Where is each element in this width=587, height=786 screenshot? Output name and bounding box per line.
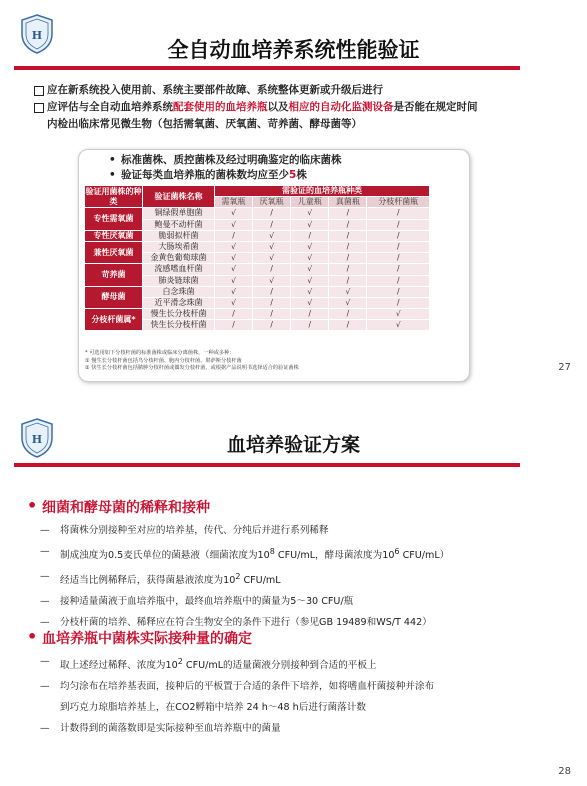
mark-cell: / [291, 230, 329, 241]
page-title: 全自动血培养系统性能验证 [167, 38, 420, 62]
mark-cell: / [367, 253, 430, 264]
item-text: 计数得到的菌落数即是实际接种至血培养瓶中的菌量 [60, 723, 281, 735]
superscript: 6 [394, 547, 400, 556]
mark-cell: √ [253, 275, 291, 286]
item-text: 接种适量菌液于血培养瓶中，最终血培养瓶中的菌量为5～30 CFU/瓶 [60, 596, 354, 608]
item-text: 均匀涂布在培养基表面，接种后的平板置于合适的条件下培养，如将嗜血杆菌接种并涂布 [60, 681, 435, 693]
panel-bullet-item [109, 153, 342, 168]
mark-cell: / [367, 286, 430, 297]
table-panel [78, 149, 470, 382]
mark-cell: / [253, 208, 291, 219]
superscript: 2 [177, 657, 183, 666]
mark-cell: / [367, 219, 430, 230]
mark-cell: √ [291, 264, 329, 275]
bullet-text: 应在新系统投入使用前、系统主要部件故障、系统整体更新或升级后进行 [47, 84, 383, 96]
item-text: 经适当比例稀释后，获得菌悬液浓度为10 [60, 575, 236, 587]
panel-bullets [109, 153, 342, 183]
organism-cell: 大肠埃希菌 [143, 241, 215, 252]
mark-cell: √ [215, 297, 253, 308]
mark-cell: / [329, 264, 367, 275]
mark-cell: / [367, 230, 430, 241]
organism-cell: 慢生长分枝杆菌 [143, 309, 215, 320]
mark-cell: / [291, 309, 329, 320]
category-cell: 分枝杆菌属* [85, 309, 143, 331]
mark-cell: / [215, 309, 253, 320]
mark-cell: / [329, 309, 367, 320]
header-bottle: 儿童瓶 [291, 197, 329, 208]
mark-cell: √ [253, 230, 291, 241]
mark-cell: √ [291, 275, 329, 286]
table-row [85, 264, 430, 275]
header-strain-name: 验证菌株名称 [143, 186, 215, 208]
mark-cell: √ [215, 253, 253, 264]
table-row [85, 208, 430, 219]
page-title: 血培养验证方案 [226, 434, 360, 456]
superscript: 2 [235, 572, 241, 582]
mark-cell: √ [291, 297, 329, 308]
mark-cell: √ [215, 264, 253, 275]
mark-cell: / [291, 320, 329, 331]
organism-cell: 铜绿假单胞菌 [143, 208, 215, 219]
highlight-text: 配套使用的血培养瓶 [173, 101, 268, 113]
slide-28 [0, 393, 587, 786]
bullet-text: 标准菌株、质控菌株及经过明确鉴定的临床菌株 [121, 154, 342, 166]
page-number: 27 [558, 362, 571, 373]
panel-bullet-item [109, 168, 342, 183]
bullet-text: 验证每类血培养瓶的菌株数均应至少 [121, 169, 289, 181]
item-text: 制成浊度为0.5麦氏单位的菌悬液（细菌浓度为10 [60, 550, 270, 562]
item-text: CFU/mL [240, 575, 281, 587]
mark-cell: √ [367, 320, 430, 331]
mark-cell: √ [215, 241, 253, 252]
list-item [40, 651, 520, 676]
list-item [40, 676, 520, 697]
superscript: 8 [269, 547, 275, 556]
mark-cell: √ [291, 241, 329, 252]
item-text: 将菌株分别接种至对应的培养基，传代、分纯后并进行系列稀释 [60, 525, 329, 536]
list-item [40, 566, 520, 591]
bullet-text: 应评估与全自动血培养系统 [47, 101, 173, 113]
mark-cell: / [215, 230, 253, 241]
organism-cell: 金黄色葡萄球菌 [143, 253, 215, 264]
table-footnotes [85, 350, 299, 373]
mark-cell: √ [253, 253, 291, 264]
mark-cell: √ [329, 297, 367, 308]
mark-cell: / [367, 264, 430, 275]
bullet-text: 株 [296, 169, 307, 181]
item-text: 取上述经过稀释、浓度为10 [60, 660, 178, 672]
mark-cell: √ [291, 253, 329, 264]
category-cell: 专性需氧菌 [85, 208, 143, 230]
organism-cell: 快生长分枝杆菌 [143, 320, 215, 331]
highlight-text: 相应的自动化监测设备 [288, 101, 394, 113]
category-cell: 专性厌氧菌 [85, 230, 143, 241]
svg-text:H: H [31, 433, 43, 446]
mark-cell: / [329, 275, 367, 286]
mark-cell: / [253, 320, 291, 331]
header-strain-type: 验证用菌株的种类 [85, 186, 143, 208]
mark-cell: / [367, 297, 430, 308]
mark-cell: / [367, 275, 430, 286]
mark-cell: √ [215, 286, 253, 297]
category-cell: 兼性厌氧菌 [85, 241, 143, 263]
table-row [85, 309, 430, 320]
mark-cell: / [253, 297, 291, 308]
table-row [85, 241, 430, 252]
mark-cell: / [329, 320, 367, 331]
mark-cell: √ [215, 208, 253, 219]
mark-cell: √ [215, 275, 253, 286]
organism-cell: 白念珠菌 [143, 286, 215, 297]
header-bottle: 厌氧瓶 [253, 197, 291, 208]
list-item-continuation: 到巧克力琼脂培养基上，在CO2孵箱中培养 24 h～48 h后进行菌落计数 [60, 702, 366, 714]
bullet-text: 是否能在规定时间 [393, 101, 478, 113]
organism-cell: 肺炎链球菌 [143, 275, 215, 286]
list-item [40, 520, 520, 541]
item-text: CFU/mL） [399, 550, 450, 562]
footnote: * 可选用如下分枝杆菌的标准菌株或临床分离菌株，一种或多种： [85, 350, 235, 356]
bullet-list [34, 82, 514, 133]
mark-cell: √ [291, 286, 329, 297]
header-bottle: 分枝杆菌瓶 [367, 197, 430, 208]
mark-cell: / [253, 286, 291, 297]
organism-cell: 脆弱拟杆菌 [143, 230, 215, 241]
category-cell: 酵母菌 [85, 286, 143, 308]
list-item [40, 718, 520, 739]
bullet-text: 内检出临床常见微生物（包括需氧菌、厌氧菌、苛养菌、酵母菌等） [47, 118, 362, 130]
mark-cell: / [329, 253, 367, 264]
item-text: 分枝杆菌的培养、稀释应在符合生物安全的条件下进行（参见GB 19489和WS/T 442） [60, 617, 432, 629]
mark-cell: √ [253, 241, 291, 252]
list-item [40, 541, 520, 566]
mark-cell: √ [329, 286, 367, 297]
section-heading: • 细菌和酵母菌的稀释和接种 [27, 497, 210, 517]
table-row [85, 286, 430, 297]
mark-cell: / [253, 264, 291, 275]
header-bottle: 需氧瓶 [215, 197, 253, 208]
organism-cell: 近平滑念珠菌 [143, 297, 215, 308]
page-number: 28 [558, 766, 571, 777]
mark-cell: / [329, 230, 367, 241]
bullet-text: 以及 [267, 101, 289, 113]
mark-cell: √ [215, 219, 253, 230]
mark-cell: / [253, 219, 291, 230]
organism-cell: 流感嗜血杆菌 [143, 264, 215, 275]
mark-cell: / [329, 208, 367, 219]
dash-list [40, 651, 520, 739]
organism-cell: 鲍曼不动杆菌 [143, 219, 215, 230]
mark-cell: / [329, 241, 367, 252]
header-bottle-group: 需验证的血培养瓶种类 [215, 186, 430, 197]
mark-cell: √ [291, 219, 329, 230]
table-row [85, 230, 430, 241]
mark-cell: √ [367, 309, 430, 320]
bullet-item [34, 99, 514, 133]
bullet-item [34, 82, 514, 99]
section-heading: • 血培养瓶中菌株实际接种量的确定 [27, 628, 252, 648]
category-cell: 苛养菌 [85, 264, 143, 286]
title-divider [14, 463, 520, 467]
svg-text:H: H [31, 29, 43, 42]
mark-cell: / [329, 219, 367, 230]
mark-cell: / [253, 309, 291, 320]
mark-cell: / [215, 320, 253, 331]
mark-cell: / [367, 241, 430, 252]
footnote: ① 慢生长分枝杆菌包括鸟分枝杆菌、胞内分枝杆菌、堪萨斯分枝杆菌 [85, 357, 242, 364]
dash-list [40, 520, 520, 633]
title-divider [14, 66, 520, 70]
mark-cell: / [367, 208, 430, 219]
list-item [40, 591, 520, 612]
mark-cell: √ [291, 208, 329, 219]
header-bottle: 真菌瓶 [329, 197, 367, 208]
highlight-text: 5 [289, 169, 297, 181]
item-text: CFU/mL的适量菌液分别接种到合适的平板上 [182, 660, 377, 672]
footnote: ② 快生长分枝杆菌包括脓肿分枝杆菌或偶发分枝杆菌，或根据产品说明书选择适合的验证菌株 [85, 365, 299, 371]
verification-table [84, 185, 430, 331]
item-text: CFU/mL，酵母菌浓度为10 [274, 550, 395, 562]
table-header-row [85, 186, 430, 197]
